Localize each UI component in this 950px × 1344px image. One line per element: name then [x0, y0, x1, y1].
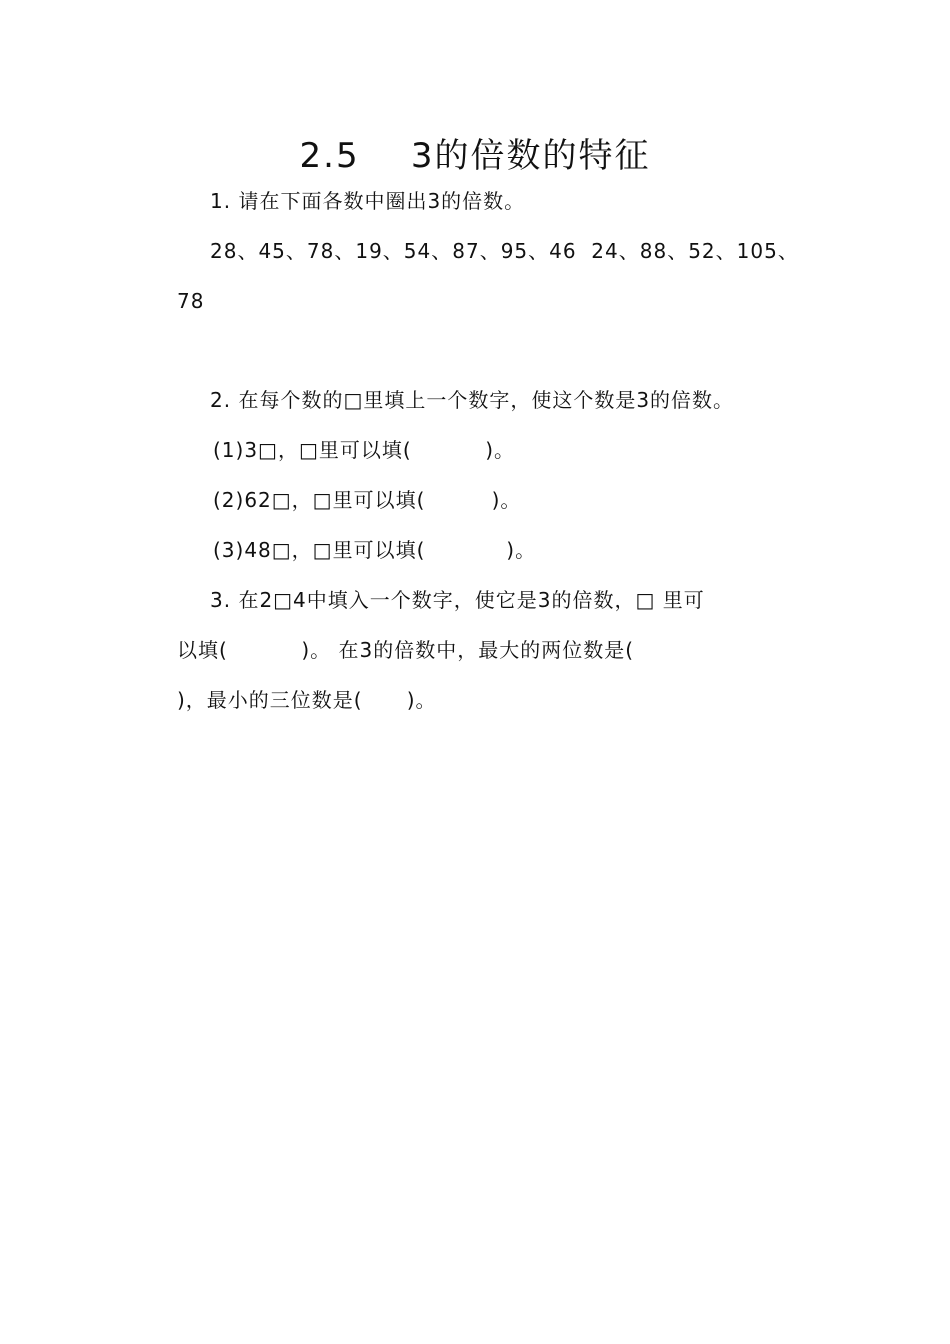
question-1-numbers-line-1: 28、45、78、19、54、87、95、46 24、88、52、105、	[210, 239, 799, 263]
question-2-item-2: (2)62□，□里可以填( )。	[213, 488, 522, 512]
page-title: 2.5 3的倍数的特征	[299, 136, 651, 176]
question-1-prompt: 1. 请在下面各数中圈出3的倍数。	[210, 189, 526, 213]
question-3-line-2: 以填( )。 在3的倍数中，最大的两位数是(	[177, 638, 635, 662]
question-2-item-3: (3)48□，□里可以填( )。	[213, 538, 537, 562]
question-3-line-1: 3. 在2□4中填入一个数字，使它是3的倍数，□ 里可	[210, 588, 705, 612]
question-2-prompt: 2. 在每个数的□里填上一个数字，使这个数是3的倍数。	[210, 388, 735, 412]
question-1-numbers-line-2: 78	[177, 289, 205, 313]
question-2-item-1: (1)3□，□里可以填( )。	[213, 438, 516, 462]
question-3-line-3: )，最小的三位数是( )。	[177, 688, 437, 712]
